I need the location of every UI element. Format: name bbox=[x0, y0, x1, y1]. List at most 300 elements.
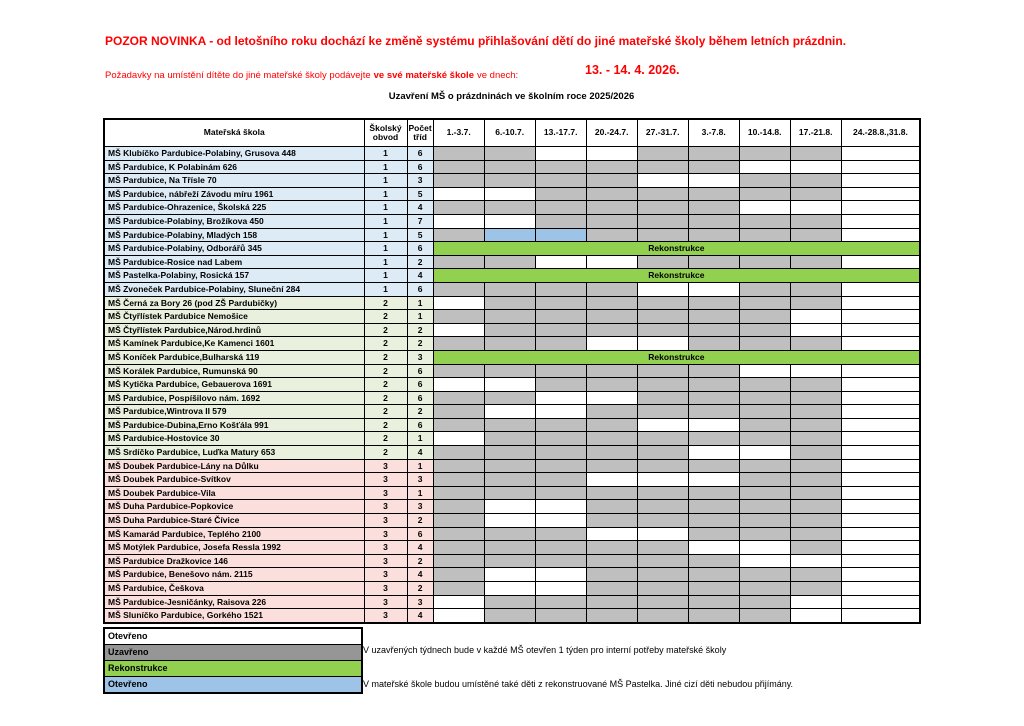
legend bbox=[103, 627, 363, 694]
week-column-header: 24.-28.8.,31.8. bbox=[841, 119, 920, 147]
week-cell-uzavreno bbox=[484, 337, 535, 351]
week-cell-otevreno bbox=[841, 147, 920, 161]
week-cell-uzavreno bbox=[535, 595, 586, 609]
week-cell-uzavreno bbox=[688, 337, 739, 351]
week-cell-uzavreno bbox=[535, 282, 586, 296]
school-name-cell: MŠ Pardubice, Pospíšilovo nám. 1692 bbox=[104, 391, 364, 405]
week-cell-uzavreno bbox=[790, 174, 841, 188]
week-cell-uzavreno bbox=[637, 228, 688, 242]
school-name-cell: MŠ Pardubice-Jesničánky, Raisova 226 bbox=[104, 595, 364, 609]
school-name-cell: MŠ Doubek Pardubice-Lány na Důlku bbox=[104, 459, 364, 473]
week-cell-otevreno bbox=[841, 541, 920, 555]
week-cell-uzavreno bbox=[688, 323, 739, 337]
week-cell-uzavreno bbox=[688, 500, 739, 514]
note-pastelka: V mateřské škole budou umístěné také děti z rekonstruované MŠ Pastelka. Jiné cizí děti nebudou přijímány. bbox=[363, 679, 794, 689]
week-cell-uzavreno bbox=[484, 323, 535, 337]
week-cell-uzavreno bbox=[739, 255, 790, 269]
week-cell-uzavreno bbox=[484, 296, 535, 310]
school-name-cell: MŠ Čtyřlístek Pardubice,Národ.hrdinů bbox=[104, 323, 364, 337]
class-count-cell: 6 bbox=[407, 391, 433, 405]
column-header: Počet tříd bbox=[407, 119, 433, 147]
week-cell-otevreno bbox=[637, 282, 688, 296]
district-cell: 2 bbox=[364, 310, 407, 324]
school-name-cell: MŠ Pardubice-Polabiny, Mladých 158 bbox=[104, 228, 364, 242]
week-cell-uzavreno bbox=[688, 486, 739, 500]
week-cell-otevreno bbox=[484, 568, 535, 582]
week-cell-uzavreno bbox=[739, 310, 790, 324]
week-cell-otevreno bbox=[841, 446, 920, 460]
district-cell: 1 bbox=[364, 255, 407, 269]
school-row bbox=[104, 350, 920, 364]
week-cell-uzavreno bbox=[535, 160, 586, 174]
week-cell-uzavreno bbox=[586, 554, 637, 568]
week-cell-otevreno bbox=[637, 418, 688, 432]
week-cell-otevreno bbox=[433, 609, 484, 623]
week-cell-uzavreno bbox=[688, 554, 739, 568]
week-cell-otevreno bbox=[484, 378, 535, 392]
submission-dates: 13. - 14. 4. 2026. bbox=[585, 63, 680, 77]
week-cell-uzavreno bbox=[688, 527, 739, 541]
week-cell-otevreno bbox=[586, 337, 637, 351]
school-name-cell: MŠ Čtyřlístek Pardubice Nemošice bbox=[104, 310, 364, 324]
week-cell-uzavreno bbox=[688, 595, 739, 609]
week-cell-uzavreno bbox=[790, 255, 841, 269]
week-cell-uzavreno bbox=[637, 391, 688, 405]
week-cell-otevreno bbox=[841, 405, 920, 419]
class-count-cell: 1 bbox=[407, 432, 433, 446]
week-column-header: 3.-7.8. bbox=[688, 119, 739, 147]
week-cell-otevreno bbox=[586, 391, 637, 405]
school-row bbox=[104, 323, 920, 337]
closure-table bbox=[103, 118, 921, 624]
week-cell-uzavreno bbox=[688, 255, 739, 269]
district-cell: 3 bbox=[364, 568, 407, 582]
week-cell-uzavreno bbox=[688, 364, 739, 378]
week-cell-otevreno bbox=[535, 391, 586, 405]
week-cell-uzavreno bbox=[484, 391, 535, 405]
week-cell-otevreno bbox=[790, 160, 841, 174]
school-row bbox=[104, 432, 920, 446]
week-cell-uzavreno bbox=[637, 160, 688, 174]
district-cell: 1 bbox=[364, 228, 407, 242]
week-cell-uzavreno bbox=[637, 364, 688, 378]
school-row bbox=[104, 160, 920, 174]
week-cell-otevreno bbox=[790, 609, 841, 623]
week-cell-otevreno bbox=[841, 391, 920, 405]
school-row bbox=[104, 527, 920, 541]
week-cell-uzavreno bbox=[790, 486, 841, 500]
school-row bbox=[104, 147, 920, 161]
week-cell-otevreno bbox=[739, 201, 790, 215]
week-cell-uzavreno bbox=[484, 473, 535, 487]
class-count-cell: 2 bbox=[407, 405, 433, 419]
school-name-cell: MŠ Pardubice,Wintrova II 579 bbox=[104, 405, 364, 419]
week-cell-uzavreno bbox=[535, 174, 586, 188]
district-cell: 2 bbox=[364, 446, 407, 460]
week-cell-uzavreno bbox=[637, 554, 688, 568]
week-cell-uzavreno bbox=[637, 310, 688, 324]
week-cell-uzavreno bbox=[790, 459, 841, 473]
week-cell-uzavreno bbox=[535, 609, 586, 623]
week-cell-otevreno bbox=[688, 446, 739, 460]
instruction-prefix: Požadavky na umístění dítěte do jiné mateřské školy podávejte bbox=[105, 70, 371, 81]
school-name-cell: MŠ Pardubice, Benešovo nám. 2115 bbox=[104, 568, 364, 582]
table-header bbox=[104, 119, 920, 147]
week-cell-otevreno bbox=[586, 527, 637, 541]
week-cell-uzavreno bbox=[433, 446, 484, 460]
school-row bbox=[104, 364, 920, 378]
instruction-line bbox=[105, 70, 518, 81]
week-cell-uzavreno bbox=[433, 459, 484, 473]
class-count-cell: 5 bbox=[407, 228, 433, 242]
week-cell-otevreno bbox=[841, 527, 920, 541]
week-cell-uzavreno bbox=[433, 147, 484, 161]
school-row bbox=[104, 568, 920, 582]
district-cell: 3 bbox=[364, 527, 407, 541]
week-cell-uzavreno bbox=[433, 473, 484, 487]
week-cell-uzavreno bbox=[484, 432, 535, 446]
week-cell-uzavreno bbox=[433, 310, 484, 324]
week-cell-uzavreno bbox=[688, 609, 739, 623]
week-cell-uzavreno bbox=[535, 337, 586, 351]
district-cell: 1 bbox=[364, 160, 407, 174]
school-name-cell: MŠ Duha Pardubice-Staré Čívice bbox=[104, 514, 364, 528]
district-cell: 2 bbox=[364, 296, 407, 310]
week-cell-otevreno bbox=[790, 595, 841, 609]
class-count-cell: 3 bbox=[407, 473, 433, 487]
week-cell-uzavreno bbox=[637, 378, 688, 392]
week-cell-uzavreno bbox=[637, 446, 688, 460]
week-cell-uzavreno bbox=[484, 459, 535, 473]
week-cell-uzavreno bbox=[433, 364, 484, 378]
week-cell-uzavreno bbox=[535, 554, 586, 568]
week-cell-uzavreno bbox=[688, 514, 739, 528]
week-cell-uzavreno bbox=[790, 432, 841, 446]
week-cell-uzavreno bbox=[637, 201, 688, 215]
class-count-cell: 1 bbox=[407, 310, 433, 324]
week-column-header: 27.-31.7. bbox=[637, 119, 688, 147]
week-cell-otevreno bbox=[841, 214, 920, 228]
week-cell-uzavreno bbox=[790, 187, 841, 201]
school-row bbox=[104, 282, 920, 296]
week-cell-uzavreno bbox=[586, 568, 637, 582]
district-cell: 1 bbox=[364, 269, 407, 283]
week-cell-uzavreno bbox=[535, 446, 586, 460]
school-row bbox=[104, 418, 920, 432]
week-cell-otevreno bbox=[433, 187, 484, 201]
district-cell: 2 bbox=[364, 418, 407, 432]
week-cell-uzavreno bbox=[739, 187, 790, 201]
week-cell-uzavreno bbox=[790, 282, 841, 296]
class-count-cell: 3 bbox=[407, 595, 433, 609]
week-cell-uzavreno bbox=[535, 418, 586, 432]
class-count-cell: 6 bbox=[407, 160, 433, 174]
class-count-cell: 7 bbox=[407, 214, 433, 228]
week-cell-uzavreno bbox=[739, 378, 790, 392]
week-cell-otevreno bbox=[739, 554, 790, 568]
school-name-cell: MŠ Pardubice-Ohrazenice, Školská 225 bbox=[104, 201, 364, 215]
week-cell-uzavreno bbox=[586, 486, 637, 500]
school-row bbox=[104, 337, 920, 351]
week-cell-otevreno bbox=[739, 541, 790, 555]
class-count-cell: 1 bbox=[407, 459, 433, 473]
week-cell-uzavreno bbox=[484, 201, 535, 215]
school-name-cell: MŠ Kamínek Pardubice,Ke Kamenci 1601 bbox=[104, 337, 364, 351]
class-count-cell: 2 bbox=[407, 514, 433, 528]
week-cell-uzavreno bbox=[790, 391, 841, 405]
school-row bbox=[104, 473, 920, 487]
week-cell-uzavreno bbox=[790, 582, 841, 596]
week-cell-uzavreno bbox=[586, 174, 637, 188]
week-cell-uzavreno bbox=[790, 568, 841, 582]
school-name-cell: MŠ Pardubice-Hostovice 30 bbox=[104, 432, 364, 446]
week-cell-uzavreno bbox=[688, 160, 739, 174]
week-cell-uzavreno bbox=[484, 486, 535, 500]
week-cell-uzavreno bbox=[688, 459, 739, 473]
week-column-header: 1.-3.7. bbox=[433, 119, 484, 147]
week-cell-uzavreno bbox=[790, 418, 841, 432]
week-cell-otevreno bbox=[790, 310, 841, 324]
week-cell-otevreno bbox=[535, 568, 586, 582]
week-cell-uzavreno bbox=[688, 214, 739, 228]
district-cell: 3 bbox=[364, 541, 407, 555]
week-cell-uzavreno bbox=[688, 296, 739, 310]
week-cell-uzavreno bbox=[637, 486, 688, 500]
week-cell-uzavreno bbox=[484, 174, 535, 188]
week-cell-uzavreno bbox=[790, 500, 841, 514]
week-cell-uzavreno bbox=[637, 432, 688, 446]
week-cell-uzavreno bbox=[535, 486, 586, 500]
week-cell-uzavreno bbox=[535, 364, 586, 378]
legend-item-closed: Uzavřeno bbox=[105, 645, 361, 661]
week-cell-uzavreno bbox=[433, 160, 484, 174]
week-cell-otevreno bbox=[841, 201, 920, 215]
week-cell-uzavreno bbox=[433, 541, 484, 555]
week-cell-otevreno bbox=[841, 432, 920, 446]
week-cell-uzavreno bbox=[637, 500, 688, 514]
week-cell-otevreno bbox=[433, 296, 484, 310]
week-cell-otevreno bbox=[790, 201, 841, 215]
week-cell-uzavreno bbox=[586, 187, 637, 201]
school-name-cell: MŠ Pardubice, Češkova bbox=[104, 582, 364, 596]
week-cell-uzavreno bbox=[433, 405, 484, 419]
week-cell-uzavreno bbox=[586, 582, 637, 596]
week-cell-uzavreno bbox=[433, 174, 484, 188]
week-cell-uzavreno bbox=[739, 595, 790, 609]
class-count-cell: 6 bbox=[407, 527, 433, 541]
week-cell-uzavreno bbox=[586, 214, 637, 228]
school-row bbox=[104, 514, 920, 528]
week-cell-uzavreno bbox=[688, 432, 739, 446]
legend-item-rekonstrukce: Rekonstrukce bbox=[105, 661, 361, 677]
week-cell-otevreno bbox=[841, 554, 920, 568]
week-cell-uzavreno bbox=[433, 337, 484, 351]
week-cell-uzavreno bbox=[433, 418, 484, 432]
week-cell-uzavreno bbox=[433, 554, 484, 568]
week-cell-uzavreno bbox=[637, 405, 688, 419]
district-cell: 2 bbox=[364, 405, 407, 419]
week-cell-uzavreno bbox=[433, 582, 484, 596]
district-cell: 1 bbox=[364, 147, 407, 161]
week-cell-uzavreno bbox=[739, 473, 790, 487]
school-row bbox=[104, 201, 920, 215]
week-cell-uzavreno bbox=[586, 228, 637, 242]
school-row bbox=[104, 214, 920, 228]
school-name-cell: MŠ Pardubice, nábřeží Závodu míru 1961 bbox=[104, 187, 364, 201]
week-cell-uzavreno bbox=[739, 214, 790, 228]
week-cell-uzavreno bbox=[586, 296, 637, 310]
week-cell-uzavreno bbox=[637, 568, 688, 582]
week-cell-uzavreno bbox=[535, 459, 586, 473]
week-cell-otevreno bbox=[586, 255, 637, 269]
school-name-cell: MŠ Pastelka-Polabiny, Rosická 157 bbox=[104, 269, 364, 283]
week-cell-uzavreno bbox=[688, 228, 739, 242]
week-cell-uzavreno bbox=[739, 486, 790, 500]
week-cell-uzavreno bbox=[739, 418, 790, 432]
school-name-cell: MŠ Sluníčko Pardubice, Gorkého 1521 bbox=[104, 609, 364, 623]
week-cell-otevreno bbox=[790, 323, 841, 337]
week-cell-otevreno bbox=[790, 364, 841, 378]
week-cell-uzavreno bbox=[535, 378, 586, 392]
district-cell: 3 bbox=[364, 500, 407, 514]
school-row bbox=[104, 228, 920, 242]
week-cell-otevreno bbox=[841, 595, 920, 609]
week-cell-otevreno bbox=[637, 473, 688, 487]
week-cell-otevreno bbox=[484, 187, 535, 201]
week-cell-uzavreno bbox=[586, 432, 637, 446]
week-cell-uzavreno bbox=[688, 405, 739, 419]
week-cell-uzavreno bbox=[790, 228, 841, 242]
school-row bbox=[104, 554, 920, 568]
class-count-cell: 2 bbox=[407, 582, 433, 596]
school-name-cell: MŠ Pardubice-Polabiny, Odborářů 345 bbox=[104, 242, 364, 256]
legend-item-open: Otevřeno bbox=[105, 629, 361, 645]
school-row bbox=[104, 378, 920, 392]
week-cell-uzavreno bbox=[688, 378, 739, 392]
district-cell: 3 bbox=[364, 486, 407, 500]
week-cell-otevreno bbox=[841, 323, 920, 337]
district-cell: 3 bbox=[364, 609, 407, 623]
school-name-cell: MŠ Zvoneček Pardubice-Polabiny, Sluneční 284 bbox=[104, 282, 364, 296]
week-cell-uzavreno bbox=[790, 541, 841, 555]
class-count-cell: 6 bbox=[407, 364, 433, 378]
week-cell-uzavreno bbox=[484, 255, 535, 269]
table-title: Uzavření MŠ o prázdninách ve školním roce 2025/2026 bbox=[388, 91, 635, 102]
week-cell-uzavreno bbox=[586, 541, 637, 555]
school-row bbox=[104, 486, 920, 500]
week-cell-uzavreno bbox=[637, 214, 688, 228]
school-name-cell: MŠ Pardubice, K Polabinám 626 bbox=[104, 160, 364, 174]
week-cell-otevreno bbox=[433, 432, 484, 446]
week-cell-otevreno bbox=[637, 337, 688, 351]
week-cell-uzavreno bbox=[484, 310, 535, 324]
class-count-cell: 3 bbox=[407, 350, 433, 364]
school-name-cell: MŠ Klubíčko Pardubice-Polabiny, Grusova 448 bbox=[104, 147, 364, 161]
district-cell: 1 bbox=[364, 214, 407, 228]
week-cell-uzavreno bbox=[433, 201, 484, 215]
class-count-cell: 6 bbox=[407, 282, 433, 296]
week-cell-otevreno bbox=[841, 310, 920, 324]
week-cell-uzavreno bbox=[739, 147, 790, 161]
week-cell-uzavreno bbox=[586, 446, 637, 460]
week-cell-otevreno bbox=[841, 582, 920, 596]
week-cell-uzavreno bbox=[586, 282, 637, 296]
week-cell-uzavreno bbox=[535, 432, 586, 446]
week-column-header: 20.-24.7. bbox=[586, 119, 637, 147]
week-cell-uzavreno bbox=[535, 541, 586, 555]
class-count-cell: 2 bbox=[407, 554, 433, 568]
week-cell-uzavreno bbox=[484, 609, 535, 623]
school-row bbox=[104, 541, 920, 555]
school-row bbox=[104, 405, 920, 419]
instruction-bold: ve své mateřské škole bbox=[373, 70, 474, 81]
week-cell-otevreno bbox=[433, 595, 484, 609]
week-cell-otevreno bbox=[841, 418, 920, 432]
week-cell-uzavreno bbox=[739, 323, 790, 337]
class-count-cell: 6 bbox=[407, 242, 433, 256]
class-count-cell: 3 bbox=[407, 174, 433, 188]
instruction-suffix: ve dnech: bbox=[476, 70, 519, 81]
week-cell-uzavreno bbox=[739, 228, 790, 242]
week-cell-uzavreno bbox=[790, 337, 841, 351]
week-cell-otevreno bbox=[535, 514, 586, 528]
week-cell-uzavreno bbox=[790, 378, 841, 392]
week-cell-uzavreno bbox=[688, 187, 739, 201]
week-cell-uzavreno bbox=[535, 527, 586, 541]
week-cell-otevreno bbox=[688, 473, 739, 487]
week-cell-uzavreno bbox=[688, 147, 739, 161]
district-cell: 2 bbox=[364, 350, 407, 364]
week-cell-uzavreno bbox=[637, 323, 688, 337]
week-cell-uzavreno bbox=[484, 147, 535, 161]
week-cell-otevreno bbox=[841, 174, 920, 188]
week-cell-otevreno bbox=[841, 473, 920, 487]
week-cell-uzavreno bbox=[790, 473, 841, 487]
week-column-header: 6.-10.7. bbox=[484, 119, 535, 147]
week-cell-uzavreno bbox=[637, 459, 688, 473]
class-count-cell: 6 bbox=[407, 378, 433, 392]
class-count-cell: 3 bbox=[407, 500, 433, 514]
week-cell-otevreno bbox=[535, 147, 586, 161]
class-count-cell: 6 bbox=[407, 147, 433, 161]
school-name-cell: MŠ Duha Pardubice-Popkovice bbox=[104, 500, 364, 514]
week-cell-uzavreno bbox=[433, 228, 484, 242]
week-cell-uzavreno bbox=[433, 514, 484, 528]
week-cell-otevreno bbox=[841, 500, 920, 514]
week-cell-uzavreno bbox=[484, 160, 535, 174]
rekonstrukce-cell: Rekonstrukce bbox=[433, 269, 920, 283]
week-cell-uzavreno bbox=[484, 595, 535, 609]
week-cell-uzavreno bbox=[739, 527, 790, 541]
week-cell-uzavreno bbox=[586, 418, 637, 432]
week-cell-uzavreno bbox=[790, 147, 841, 161]
week-cell-otevreno bbox=[688, 541, 739, 555]
note-closed-weeks: V uzavřených týdnech bude v každé MŠ otevřen 1 týden pro interní potřeby mateřské školy bbox=[363, 645, 727, 655]
week-cell-otevreno bbox=[637, 527, 688, 541]
week-cell-uzavreno bbox=[433, 486, 484, 500]
week-cell-otevreno bbox=[739, 364, 790, 378]
week-cell-uzavreno bbox=[739, 391, 790, 405]
week-cell-uzavreno bbox=[586, 323, 637, 337]
week-cell-uzavreno bbox=[790, 214, 841, 228]
class-count-cell: 6 bbox=[407, 418, 433, 432]
district-cell: 2 bbox=[364, 391, 407, 405]
district-cell: 1 bbox=[364, 187, 407, 201]
week-cell-uzavreno bbox=[433, 527, 484, 541]
rekonstrukce-cell: Rekonstrukce bbox=[433, 350, 920, 364]
week-cell-uzavreno bbox=[637, 582, 688, 596]
week-cell-otevreno bbox=[535, 582, 586, 596]
